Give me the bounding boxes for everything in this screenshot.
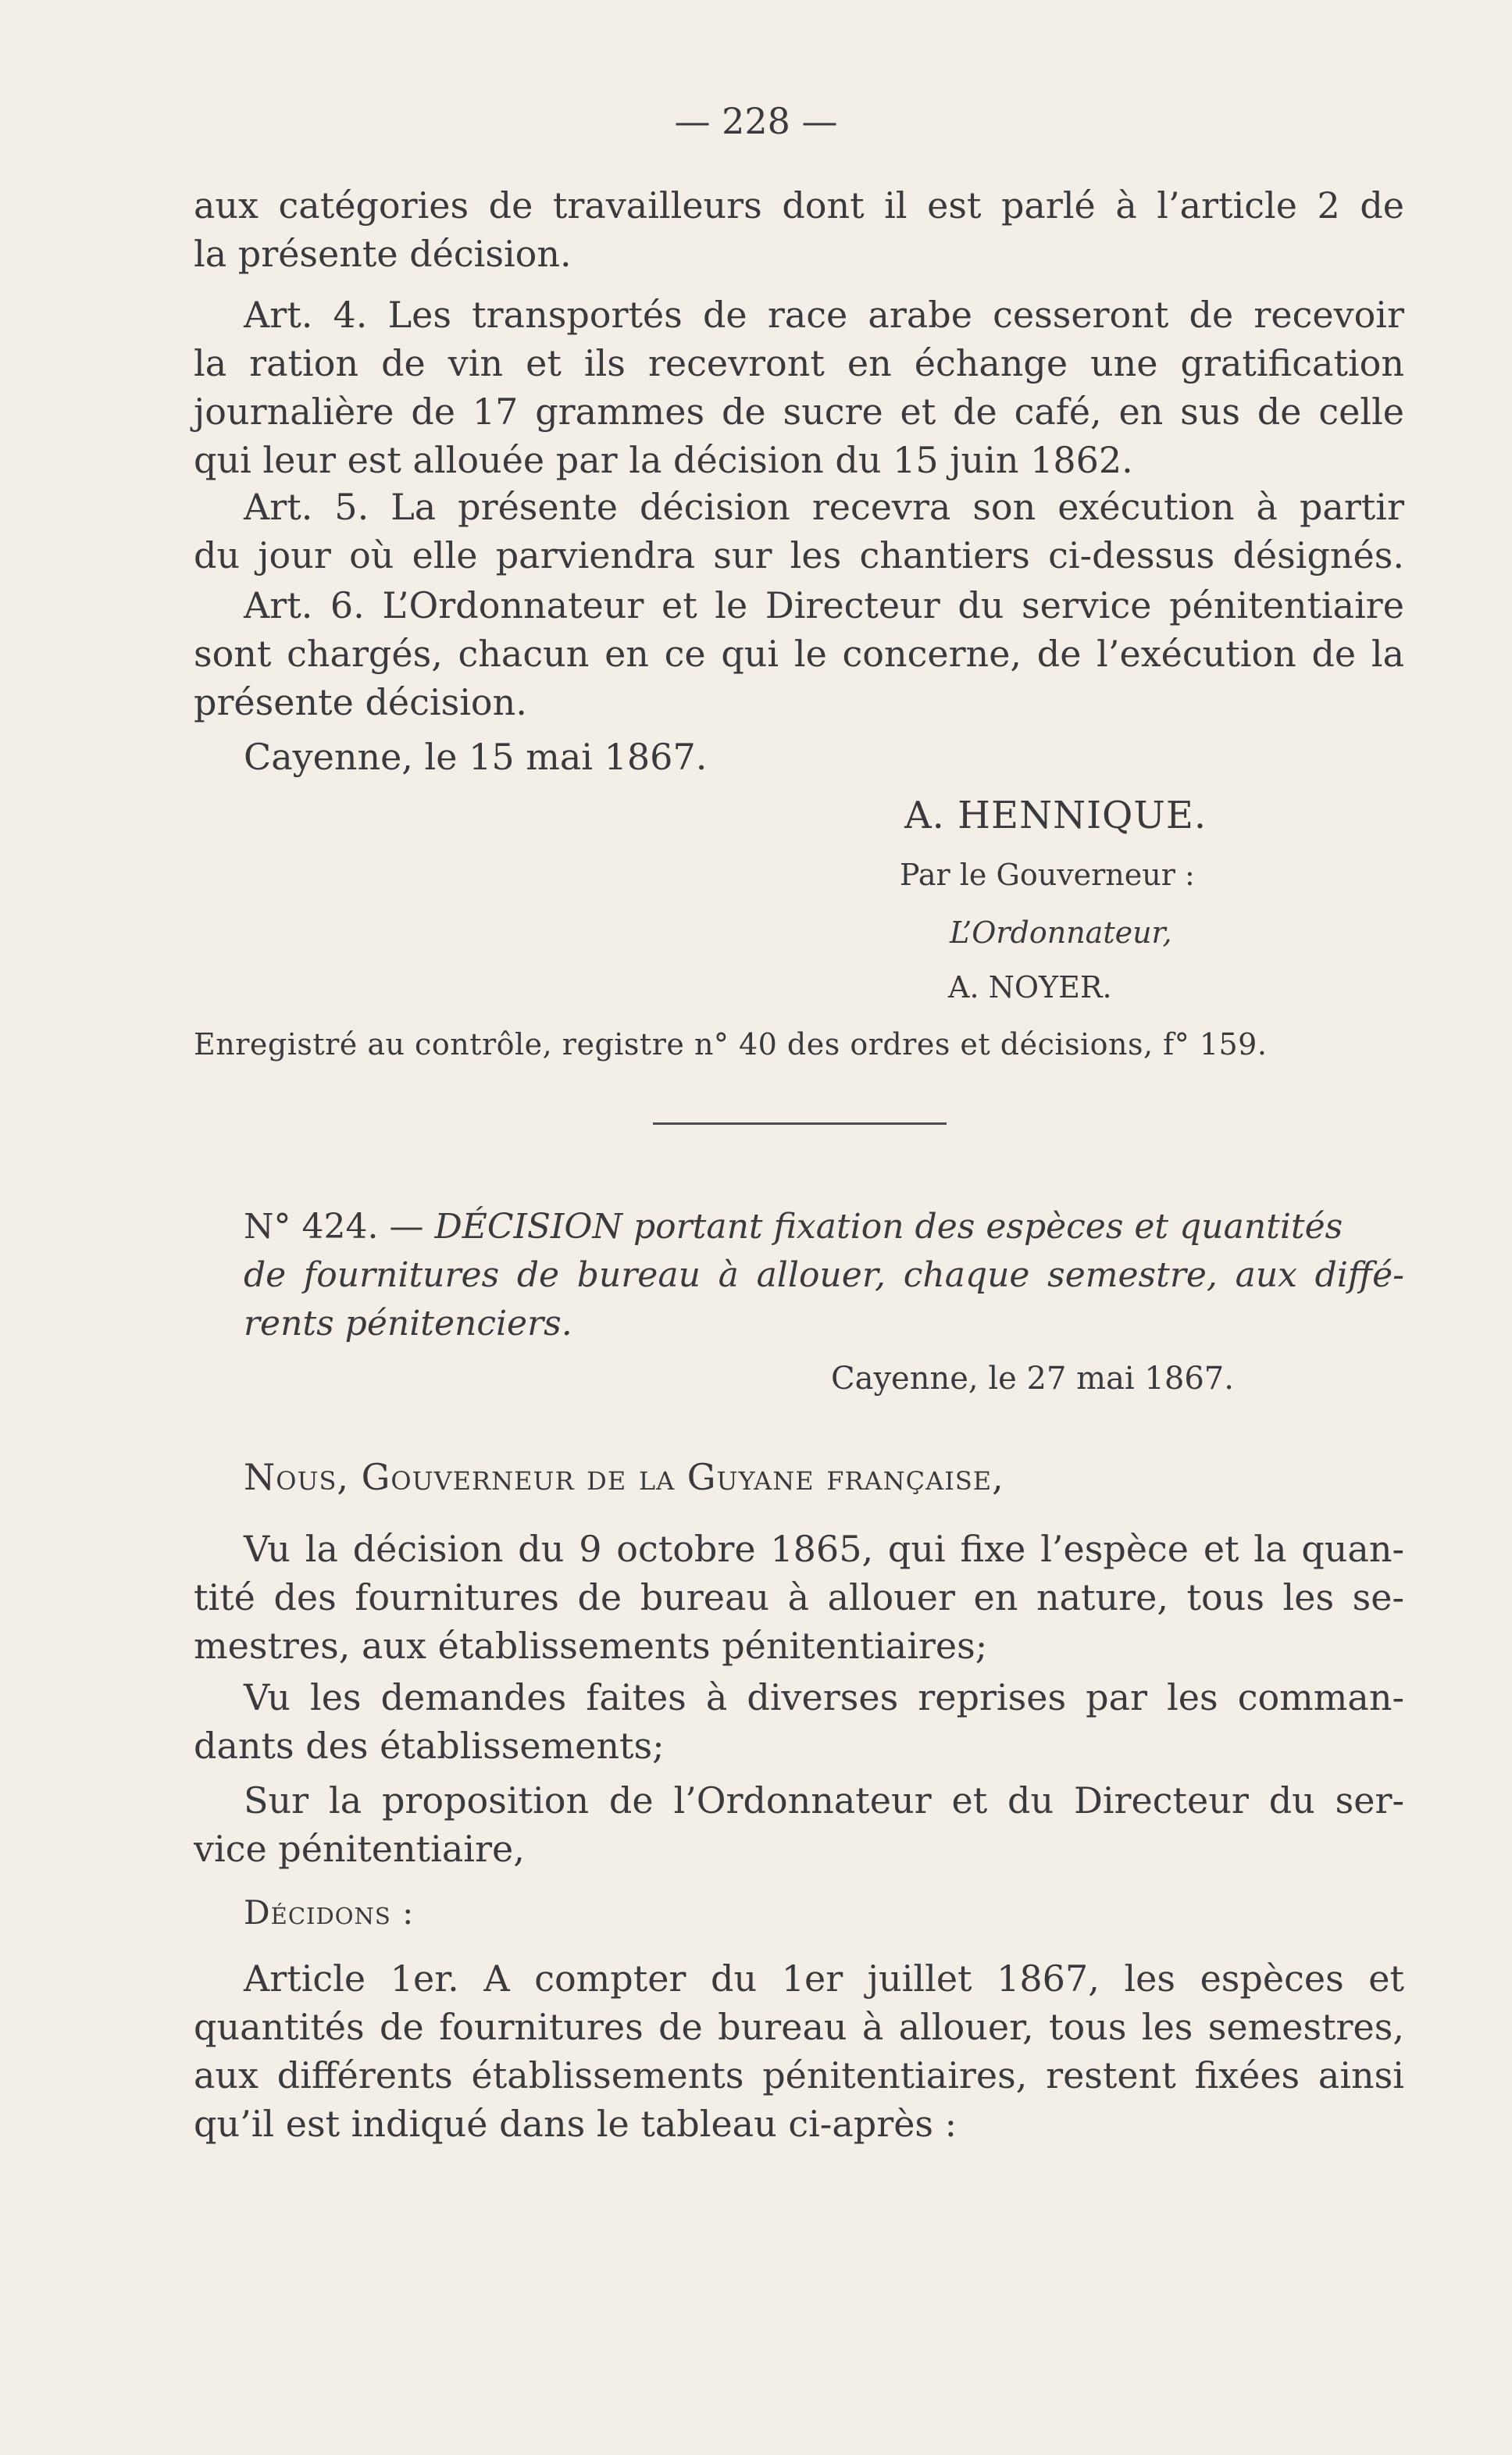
text-line: vice pénitentiaire,	[194, 1828, 525, 1870]
decision-title-line-1: DÉCISION portant fixation des espèces et quantités	[434, 1207, 1343, 1247]
text-line: présente décision.	[194, 681, 527, 723]
text-line: Sur la proposition de l’Ordonnateur et du Directeur du ser-	[244, 1779, 1404, 1822]
signature-role: L’Ordonnateur,	[950, 915, 1172, 950]
text-line: tité des fournitures de bureau à allouer en nature, tous les se-	[194, 1576, 1404, 1618]
text-line: aux catégories de travailleurs dont il est parlé à l’article 2 de	[194, 184, 1404, 227]
text-line: dants des établissements;	[194, 1725, 665, 1767]
article-5	[194, 483, 1404, 580]
decision-date: Cayenne, le 27 mai 1867.	[831, 1361, 1234, 1397]
text-line: quantités de fournitures de bureau à allouer, tous les semestres,	[194, 2006, 1404, 2048]
text-line: qu’il est indiqué dans le tableau ci-après :	[194, 2103, 957, 2145]
preamble	[194, 1453, 1404, 1501]
preamble-vu-1	[194, 1525, 1404, 1670]
continuation-paragraph	[194, 181, 1404, 278]
decidons-heading-block	[194, 1889, 1404, 1937]
text-line: sont chargés, chacun en ce qui le concerne, de l’exécution de la	[194, 633, 1404, 675]
text-line: journalière de 17 grammes de sucre et de café, en sus de celle	[194, 391, 1404, 433]
text-line: Art. 5. La présente décision recevra son exécution à partir	[244, 486, 1404, 528]
signature-name-2: A. NOYER.	[948, 970, 1112, 1004]
signature-name: A. HENNIQUE.	[904, 794, 1207, 837]
preamble-vu-2	[194, 1673, 1404, 1770]
article-1	[194, 1954, 1404, 2148]
decidons-heading: Décidons :	[244, 1893, 415, 1932]
article-6	[194, 581, 1404, 726]
section-divider	[653, 1122, 947, 1125]
text-line: aux différents établissements pénitentiaires, restent fixées ainsi	[194, 2054, 1404, 2096]
text-line: Article 1er. A compter du 1er juillet 1867, les espèces et	[244, 1957, 1404, 2000]
text-line: Vu les demandes faites à diverses reprises par les comman-	[244, 1676, 1404, 1718]
article-4	[194, 291, 1404, 484]
text-line: la présente décision.	[194, 233, 572, 275]
decision-number: N° 424. —	[244, 1207, 424, 1247]
preamble-nous: Nous, Gouverneur de la Guyane française,	[244, 1456, 1004, 1498]
page-number: — 228 —	[674, 100, 838, 142]
place-date: Cayenne, le 15 mai 1867.	[244, 736, 708, 778]
decision-title-line-2: de fournitures de bureau à allouer, chaque semestre, aux diffé-	[244, 1255, 1404, 1295]
preamble-sur	[194, 1776, 1404, 1873]
text-line: qui leur est allouée par la décision du 15 juin 1862.	[194, 439, 1133, 481]
text-line: mestres, aux établissements pénitentiaires;	[194, 1625, 988, 1667]
text-line: la ration de vin et ils recevront en échange une gratification	[194, 342, 1404, 384]
decision-title	[244, 1203, 1404, 1348]
decision-title-line-3: rents pénitenciers.	[244, 1304, 572, 1343]
registration-note: Enregistré au contrôle, registre n° 40 des ordres et décisions, f° 159.	[194, 1027, 1268, 1062]
text-line: Art. 6. L’Ordonnateur et le Directeur du service pénitentiaire	[244, 584, 1404, 626]
signature-by: Par le Gouverneur :	[900, 858, 1195, 892]
text-line: Vu la décision du 9 octobre 1865, qui fixe l’espèce et la quan-	[244, 1528, 1404, 1570]
text-line: du jour où elle parviendra sur les chantiers ci-dessus désignés.	[194, 534, 1404, 576]
text-line: Art. 4. Les transportés de race arabe cesseront de recevoir	[244, 294, 1404, 336]
